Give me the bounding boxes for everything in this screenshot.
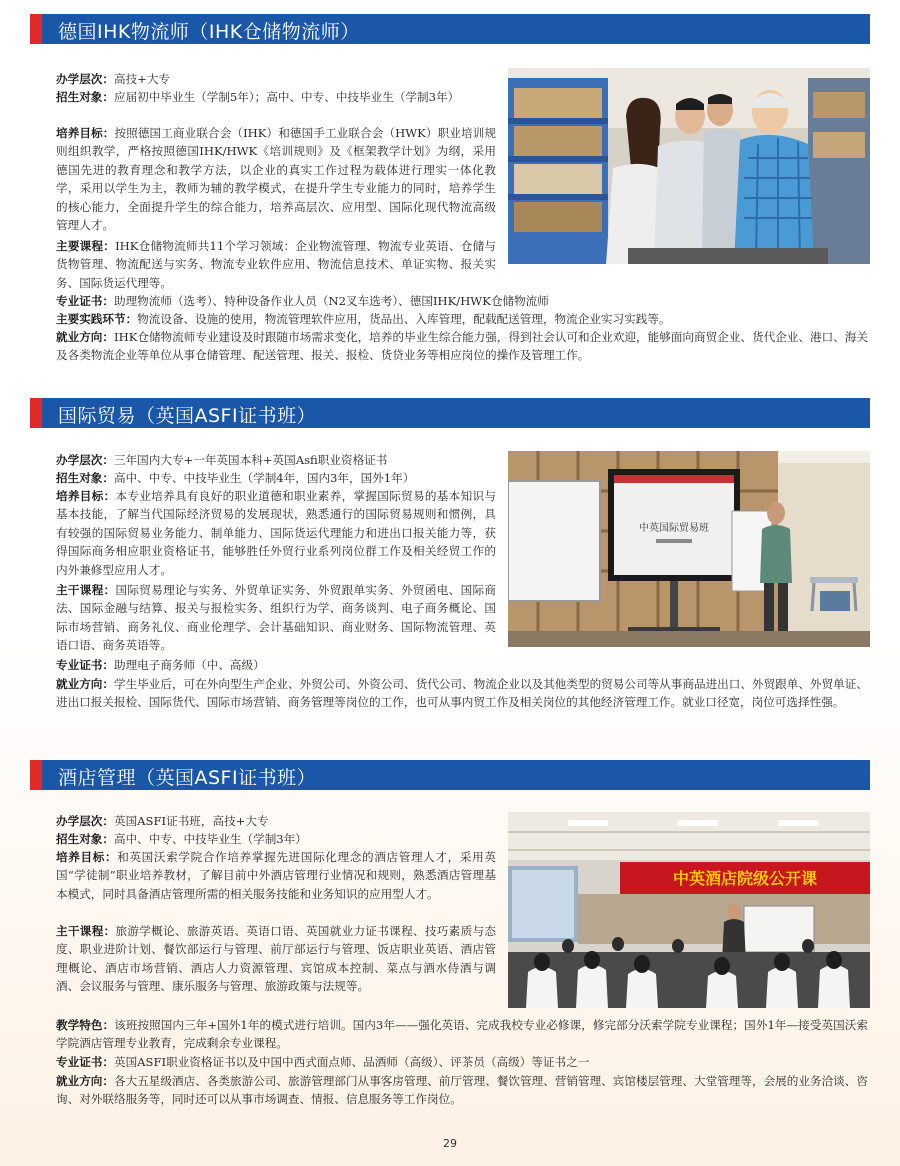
section-title-banner: [30, 760, 870, 790]
field-enrollment: 招生对象：应届初中毕业生（学制5年）；高中、中专、中技毕业生（学制3年）: [56, 90, 460, 104]
field-level: 办学层次：高技+大专: [56, 72, 171, 86]
field-courses: 主要课程：IHK仓储物流师共11个学习领域：企业物流管理、物流专业英语、仓储与货物管理、物流配送与实务、物流专业软件应用、物流信息技术、单证实物、报关实务、国际货运代理等。: [56, 239, 496, 290]
section-title: 德国IHK物流师（IHK仓储物流师）: [58, 21, 360, 43]
field-goal: 培养目标：和英国沃索学院合作培养掌握先进国际化理念的酒店管理人才，采用英国“学徒制”职业培养教材，了解目前中外酒店管理行业情况和规则，熟悉酒店管理基本模式，同时具备酒店管理所需的相关服务技能和业务知识的应用型人才。: [56, 850, 496, 901]
section-title: 酒店管理（英国ASFI证书班）: [58, 767, 317, 789]
field-certificates: 专业证书：助理物流师（选考）、特种设备作业人员（N2叉车选考）、德国IHK/HWK仓储物流师: [56, 294, 549, 308]
classroom-presentation-photo: [508, 451, 870, 647]
field-level: 办学层次：三年国内大专+一年英国本科+英国Asfi职业资格证书: [56, 453, 388, 467]
section-title-banner: [30, 398, 870, 428]
screen-title-text: 中英国际贸易班: [639, 523, 709, 534]
field-enrollment: 招生对象：高中、中专、中技毕业生（学制3年）: [56, 832, 307, 846]
section-title: 国际贸易（英国ASFI证书班）: [58, 405, 317, 427]
field-certificates: 专业证书：英国ASFI职业资格证书以及中国中西式面点师、品酒师（高级）、评茶员（高级）等证书之一: [56, 1055, 590, 1069]
field-teaching-features: 教学特色：该班按照国内三年+国外1年的模式进行培训。国内3年——强化英语、完成我校专业必修课，修完部分沃索学院专业课程；国外1年—接受英国沃索学院酒店管理专业教育，完成剩余专业课程。: [56, 1018, 868, 1051]
field-goal: 培养目标：本专业培养具有良好的职业道德和职业素养，掌握国际贸易的基本知识与基本技能，了解当代国际经济贸易的发展现状，熟悉通行的国际贸易规则和惯例，具有较强的国际贸易业务能力、制单能力、国际货运代理能力和进出口报关能力等，获得国际商务相应职业资格证书，能够胜任外贸行业系列岗位群工作及相关经贸工作的内外兼修型应用人才。: [56, 489, 496, 577]
field-level: 办学层次：英国ASFI证书班，高技+大专: [56, 814, 269, 828]
hotel-open-class-photo: [508, 812, 870, 1008]
hotel-banner-text: 中英酒店院级公开课: [672, 869, 818, 888]
field-courses: 主干课程：国际贸易理论与实务、外贸单证实务、外贸跟单实务、外贸函电、国际商法、国际金融与结算、报关与报检实务、组织行为学、商务谈判、电子商务概论、国际市场营销、商务礼仪、商业伦理学、会计基础知识、商业财务、国际物流管理、英语口语、商务英语等。: [56, 583, 496, 653]
field-practice: 主要实践环节：物流设备、设施的使用，物流管理软件应用，货品出、入库管理，配载配送管理，物流企业实习实践等。: [56, 312, 671, 326]
field-certificates: 专业证书：助理电子商务师（中、高级）: [56, 658, 265, 672]
field-goal: 培养目标：按照德国工商业联合会（IHK）和德国手工业联合会（HWK）职业培训规则组织教学，严格按照德国IHK/HWK《培训规则》及《框架教学计划》为纲，采用德国先进的教育理念和教学方法，以企业的真实工作过程为载体进行理实一体化教学，采用以学生为主，教师为辅的教学模式，在提升学生专业能力的同时，培养学生的核心能力，全面提升学生的综合能力，培养高层次、应用型、国际化现代物流高级管理人才。: [56, 126, 496, 233]
page-number: 29: [443, 1137, 457, 1150]
field-employment: 就业方向：学生毕业后，可在外向型生产企业、外贸公司、外资公司、货代公司、物流企业以及其他类型的贸易公司等从事商品进出口、外贸跟单、外贸单证、进出口报关报检、国际货代、国际市场营销、商务管理等岗位的工作，也可从事内贸工作及相关岗位的其他经济管理工作。就业口径宽，岗位可选择性强。: [56, 677, 868, 710]
field-employment: 就业方向：各大五星级酒店、各类旅游公司、旅游管理部门从事客房管理、前厅管理、餐饮管理、营销管理、宾馆楼层管理、大堂管理等，会展的业务洽谈、咨询、对外联络服务等，同时还可以从事市场调查、情报、信息服务等工作岗位。: [56, 1074, 868, 1107]
warehouse-photo: [508, 68, 870, 264]
field-employment: 就业方向：IHK仓储物流师专业建设及时跟随市场需求变化，培养的毕业生综合能力强，得到社会认可和企业欢迎，能够面向商贸企业、货代企业、港口、海关及各类物流企业等单位从事仓储管理、配送管理、报关、报检、货贷业务等相应岗位的操作及管理工作。: [56, 330, 868, 363]
field-courses: 主干课程：旅游学概论、旅游英语、英语口语、英国就业力证书课程、技巧素质与态度、职业进阶计划、餐饮部运行与管理、前厅部运行与管理、饭店职业英语、酒店管理概论、酒店市场营销、酒店人力资源管理、宾馆成本控制、菜点与酒水侍酒与调酒、会议服务与管理、康乐服务与管理、旅游政策与法规等。: [56, 924, 496, 994]
section-title-banner: [30, 14, 870, 44]
field-enrollment: 招生对象：高中、中专、中技毕业生（学制4年，国内3年，国外1年）: [56, 471, 415, 485]
